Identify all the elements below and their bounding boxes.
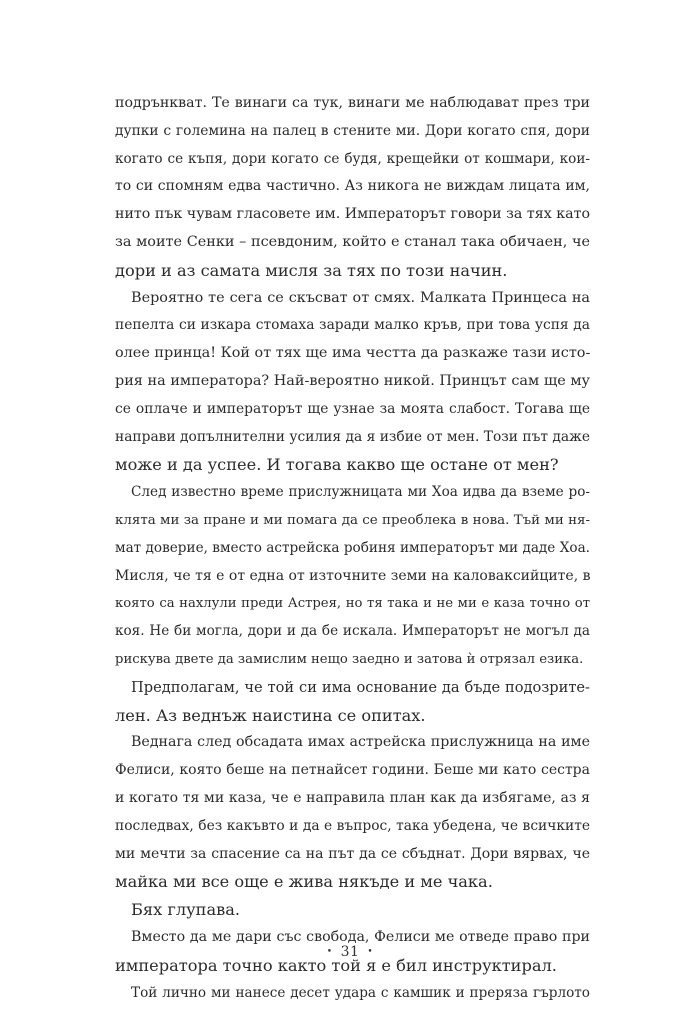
text-line: клята ми за пране и ми помага да се преоблека в нова. Тъй ми ня- xyxy=(115,512,590,528)
text-line: рискува двете да замислим нещо заедно и затова ѝ отрязал езика. xyxy=(115,651,584,667)
text-line: императора точно както той я е бил инструктирал. xyxy=(115,955,557,975)
text-line: лен. Аз веднъж наистина се опитах. xyxy=(115,705,426,725)
text-line: мат доверие, вместо астрейска робиня императорът ми даде Хоа. xyxy=(115,539,590,556)
text-line: Бях глупава. xyxy=(131,900,241,920)
text-line: Той лично ми нанесе десет удара с камшик и преряза гърлото xyxy=(131,984,590,1001)
text-line: пепелта си изкара стомаха заради малко кръв, при това успя да xyxy=(115,317,590,334)
text-line: направи допълнителни усилия да я избие от мен. Този път даже xyxy=(115,428,590,445)
text-line: то си спомням едва частично. Аз никога не виждам лицата им, xyxy=(115,178,590,195)
text-line: която са нахлули преди Астрея, но тя така и не ми е каза точно от xyxy=(115,596,590,612)
text-line: Фелиси, която беше на петнайсет години. Беше ми като сестра xyxy=(115,762,590,779)
text-line: Вместо да ме дари със свобода, Фелиси ме отведе право при xyxy=(131,928,590,945)
text-line: майка ми все още е жива някъде и ме чака. xyxy=(115,872,493,892)
text-line: за моите Сенки – псевдоним, който е станал така обичаен, че xyxy=(115,233,590,250)
text-line: След известно време прислужницата ми Хоа идва да вземе ро- xyxy=(131,484,590,501)
text-line: подрънкват. Те винаги са тук, винаги ме наблюдават през три xyxy=(115,95,590,111)
text-line: Вероятно те сега се скъсват от смях. Малката Принцеса на xyxy=(131,289,590,306)
text-line: дори и аз самата мисля за тях по този начин. xyxy=(115,260,508,280)
text-line: рия на императора? Най-вероятно никой. Принцът сам ще му xyxy=(115,372,590,389)
folio-ornament-left: • xyxy=(326,947,333,957)
text-line: Веднага след обсадата имах астрейска прислужница на име xyxy=(131,734,590,751)
body-text xyxy=(115,90,590,1007)
page-folio xyxy=(0,944,700,960)
text-line: може и да успее. И тогава какво ще остане от мен? xyxy=(115,455,559,475)
text-line: когато се къпя, дори когато се будя, крещейки от кошмари, кои- xyxy=(115,150,590,167)
text-line: Мисля, че тя е от една от източните земи на каловаксийците, в xyxy=(115,567,591,584)
page-number: 31 xyxy=(340,944,360,960)
text-line: Предполагам, че той си има основание да бъде подозрите- xyxy=(131,678,590,696)
text-line: нито пък чувам гласовете им. Императорът говори за тях като xyxy=(115,206,590,223)
text-line: последвах, без какъвто и да е въпрос, така убедена, че всичките xyxy=(115,817,590,834)
text-line: и когато тя ми каза, че е направила план как да избягаме, аз я xyxy=(115,789,590,806)
text-line: коя. Не би могла, дори и да бе искала. Императорът не могъл да xyxy=(115,623,590,640)
text-line: ми мечти за спасение са на път да се сбъднат. Дори вярвах, че xyxy=(115,845,590,862)
text-line: дупки с големина на палец в стените ми. Дори когато спя, дори xyxy=(115,122,590,139)
text-line: се оплаче и императорът ще узнае за моята слабост. Тогава ще xyxy=(115,400,590,417)
text-line: олее принца! Кой от тях ще има честта да разкаже тази исто- xyxy=(115,345,591,362)
folio-ornament-right: • xyxy=(367,947,374,957)
